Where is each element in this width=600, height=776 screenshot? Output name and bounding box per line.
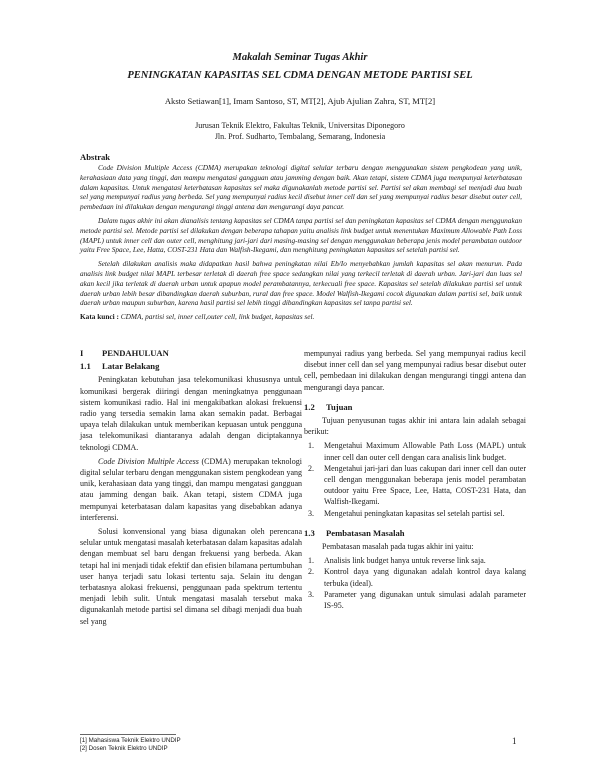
authors: Aksto Setiawan[1], Imam Santoso, ST, MT[2], Ajub Ajulian Zahra, ST, MT[2]	[164, 96, 436, 106]
abstract-body	[80, 163, 522, 322]
abstract-paragraph: Dalam tugas akhir ini akan dianalisis tentang kapasitas sel CDMA tanpa partisi sel dan peningkatan kapasitas sel CDMA dengan menggunakan metode partisi sel. Metode partisi sel dilakukan dengan beberapa tahapan yaitu analisis link budget untuk menentukan Maximum Allowable Path Loss (MAPL) untuk inner cell dan outer cell, menghitung jari-jari dari masing-masing sel dengan menggunakan beberapa jenis model perambatan outdoor yaitu Free Space, Lee, Hatta, COST-231 Hata dan Walfish-Ikegami, dan menghitung peningkatan kapasitas sel setelah partisi sel.	[80, 215, 522, 255]
footnote: [2] Dosen Teknik Elektro UNDIP	[80, 745, 168, 753]
subsection-title: Latar Belakang	[102, 361, 160, 372]
subsection-heading	[304, 528, 526, 539]
list-intro: Tujuan penyusunan tugas akhir ini antara lain adalah sebagai berikut:	[304, 416, 526, 437]
list-item: 2. Mengetahui jari-jari dan luas cakupan dari inner cell dan outer cell dengan menggunakan beberapa jenis model perambatan outdoor yaitu Free Space, Lee, Hatta, COST-231 Hata, dan Walfish-Ikegami.	[308, 463, 526, 507]
objectives-list	[304, 440, 526, 518]
list-item: 3. Parameter yang digunakan untuk simulasi adalah parameter IS-95.	[308, 589, 526, 611]
keywords	[80, 312, 522, 322]
list-item: 1. Mengetahui Maximum Allowable Path Loss (MAPL) untuk inner cell dan outer cell dengan cara analisis link budget.	[308, 441, 526, 462]
section-title: PENDAHULUAN	[102, 348, 169, 358]
left-column	[80, 348, 302, 630]
list-item-text: Parameter yang digunakan untuk simulasi adalah parameter IS-95.	[324, 589, 526, 611]
footnotes	[80, 737, 181, 754]
paper-title: PENINGKATAN KAPASITAS SEL CDMA DENGAN METODE PARTISI SEL	[127, 70, 473, 81]
subsection-title: Pembatasan Masalah	[326, 527, 405, 538]
subsection-number: 1.2	[304, 401, 315, 412]
abstract-paragraph: Setelah dilakukan analisis maka didapatkan hasil bahwa peningkatan nilai Eb/Io menyebabkan jumlah kapasitas sel akan menurun. Pada analisis link budget nilai MAPL terbesar terletak di daerah free space sedangkan nilai yang terkecil terletak di daerah urban. Jari-jari dan luas sel akan kecil jika terletak di daerah urban untuk apapun model perambatannya, terkecuali free space. Kapasitas sel setelah dilakukan partisi sel untuk daerah urban lebih besar dibandingkan daerah suburban, rural dan free space. Model Walfish-Ikegami cocok digunakan dalam partisi sel, baik untuk daerah urban maupun suburban, karena hasil partisi sel lebih tinggi dibandingkan kapasitas sel tanpa partisi sel.	[80, 259, 522, 308]
list-item: 3. Mengetahui peningkatan kapasitas sel setelah partisi sel.	[308, 508, 505, 518]
abstract-paragraph: Code Division Multiple Access (CDMA) merupakan teknologi digital selular terbaru dengan menggunakan sistem pengkodean yang unik, kerahasiaan data yang tinggi, dan mampu mengatasi gangguan atau jamming dengan baik. Akan tetapi, sistem CDMA juga mempunyai keterbatasan dalam kapasitas. Untuk mengatasi keterbatasan kapasitas sel maka digunakanlah metode partisi sel. Partisi sel akan membagi sel menjadi dua buah sel yang mempunyai radius yang berbeda. Sel yang mempunyai radius kecil disebut inner cell dan sel yang mempunyai radius besar disebut outer cell, pembedaan ini dilakukan dengan mengurangi tinggi antena dan mengurangi daya pancar.	[80, 163, 522, 212]
limitations-list	[304, 555, 526, 611]
list-item: 2. Kontrol daya yang digunakan adalah kontrol daya kalang terbuka (ideal).	[308, 567, 526, 588]
right-column	[304, 348, 526, 614]
affiliation-line1: Jurusan Teknik Elektro, Fakultas Teknik, Universitas Diponegoro	[195, 121, 405, 130]
subsection-number: 1.3	[304, 527, 315, 538]
subsection-heading	[80, 361, 302, 372]
section-number: I	[80, 348, 84, 358]
list-intro: Pembatasan masalah pada tugas akhir ini yaitu:	[322, 542, 474, 552]
cdma-term: Code Division Multiple Access	[98, 456, 199, 466]
list-item: 1. Analisis link budget hanya untuk reverse link saja.	[308, 556, 486, 566]
body-paragraph: Solusi konvensional yang biasa digunakan oleh perencana selular untuk mengatasi masalah keterbatasan dalam kapasitas adalah dengan membuat sel baru dengan frekuensi yang berbeda. Akan tetapi hal ini menjadi tidak efektif dan efisien bilamana pertumbuhan user hanya terjadi satu lokasi tertentu saja. Selain itu dengan terbatasnya alokasi frekuensi, penggunaan pada spektrum tertentu menjadi lebih sulit. Untuk mengatasi masalah tersebut maka digunakanlah metode partisi sel dimana sel dibagi menjadi dua buah sel yang	[80, 527, 302, 626]
keywords-text: CDMA, partisi sel, inner cell,outer cell, link budget, kapasitas sel.	[120, 312, 315, 322]
list-item-text: Kontrol daya yang digunakan adalah kontrol daya kalang terbuka (ideal).	[324, 567, 526, 588]
list-item-text: Analisis link budget hanya untuk reverse link saja.	[324, 556, 486, 566]
affiliation	[0, 121, 600, 142]
body-paragraph	[80, 456, 302, 523]
paper-series: Makalah Seminar Tugas Akhir	[232, 52, 368, 63]
affiliation-line2: Jln. Prof. Sudharto, Tembalang, Semarang, Indonesia	[214, 131, 386, 141]
body-text: (CDMA) merupakan teknologi digital selular terbaru dengan menggunakan sistem pengkodean yang unik, kerahasiaan data yang tinggi, dan mampu mengatasi gangguan atau jamming dengan baik. Akan tetapi, sistem CDMA juga mempunyai keterbatasan dalam kapasitas yang disebabkan adanya interferensi.	[80, 456, 302, 522]
keywords-label: Kata kunci :	[80, 312, 119, 322]
footnote-divider	[80, 734, 176, 735]
abstract-heading: Abstrak	[80, 152, 111, 162]
subsection-number: 1.1	[80, 361, 91, 372]
page-number: 1	[512, 736, 517, 746]
list-item-text: Mengetahui Maximum Allowable Path Loss (MAPL) untuk inner cell dan outer cell dengan cara analisis link budget.	[324, 441, 526, 462]
list-item-text: Mengetahui jari-jari dan luas cakupan dari inner cell dan outer cell dengan menggunakan beberapa jenis model perambatan outdoor yaitu Free Space, Lee, Hatta, COST-231 Hata, dan Walfish-Ikegami.	[324, 463, 526, 507]
list-item-text: Mengetahui peningkatan kapasitas sel setelah partisi sel.	[324, 508, 505, 518]
body-paragraph: Peningkatan kebutuhan jasa telekomunikasi khususnya untuk komunikasi bergerak diiringi dengan meningkatnya penggunaan sistem komunikasi radio. Hal ini mengakibatkan alokasi frekuensi radio yang tersedia semakin lama akan semakin padat. Berbagai upaya telah dilakukan untuk memberikan kepuasan untuk pengguna jasa telekomunikasi diantaranya adalah dengan diciptakannya teknologi CDMA.	[80, 375, 302, 452]
footnote: [1] Mahasiswa Teknik Elektro UNDIP	[80, 737, 181, 744]
body-paragraph: mempunyai radius yang berbeda. Sel yang mempunyai radius kecil disebut inner cell dan sel yang mempunyai radius besar disebut outer cell, pembedaan ini dilakukan dengan mengurangi tinggi antena dan mengurangi daya pancar.	[304, 349, 526, 392]
section-heading	[80, 348, 302, 359]
subsection-title: Tujuan	[326, 401, 353, 412]
subsection-heading	[304, 402, 526, 413]
